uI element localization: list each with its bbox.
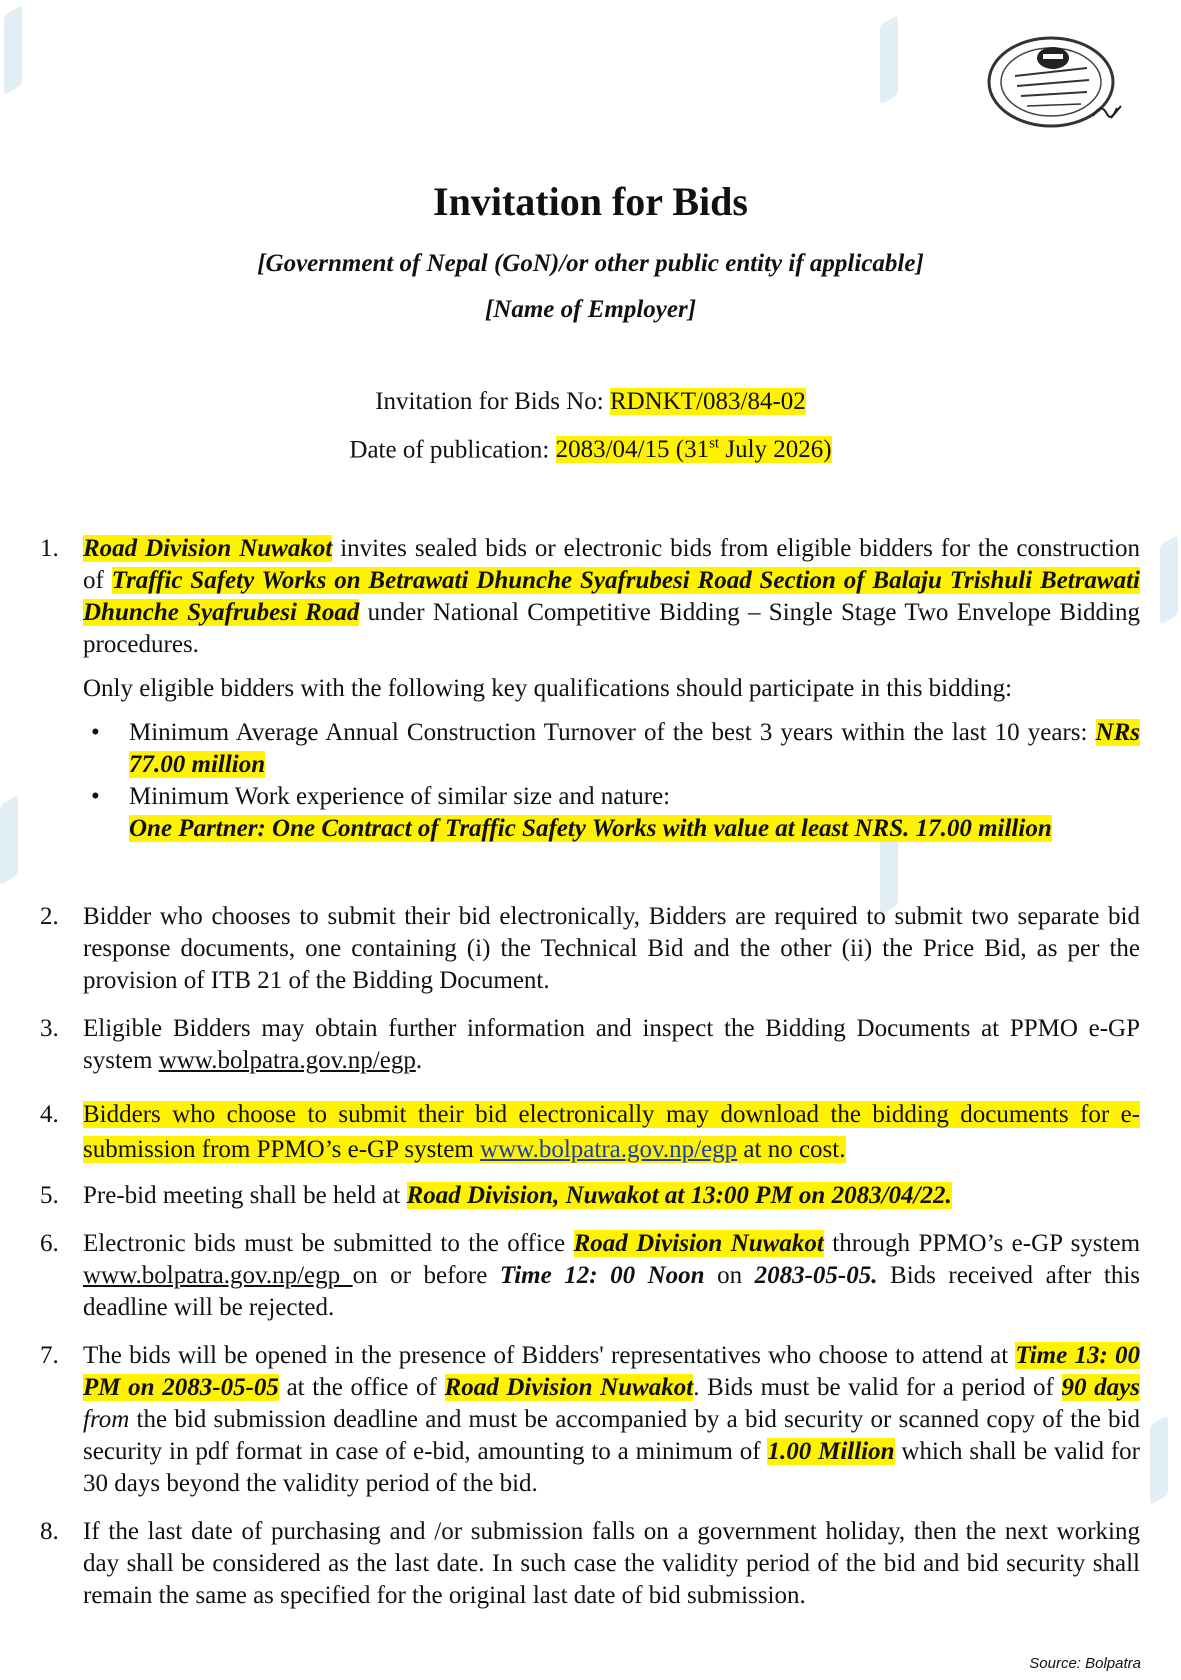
document-title: Invitation for Bids bbox=[433, 179, 748, 224]
item-7-text-a: The bids will be opened in the presence of Bidders' representatives who choose to attend at bbox=[83, 1342, 1016, 1369]
submission-time: Time 12: 00 Noon bbox=[499, 1262, 705, 1289]
bid-security-amount: 1.00 Million bbox=[767, 1438, 895, 1465]
edge-decoration bbox=[1150, 1415, 1168, 1505]
item-number: 1. bbox=[40, 535, 59, 562]
item-number: 2. bbox=[40, 903, 59, 930]
validity-days: 90 days bbox=[1061, 1374, 1141, 1401]
item-3-text-end: . bbox=[415, 1047, 423, 1074]
bullet: • bbox=[91, 719, 100, 746]
egp-link[interactable]: www.bolpatra.gov.np/egp bbox=[158, 1047, 416, 1074]
item-6-text-e: Bids received after this deadline will be rejected. bbox=[83, 1262, 1141, 1321]
item-number: 3. bbox=[40, 1015, 59, 1042]
item-7-text-d: the bid submission deadline and must be accompanied by a bid security or scanned copy of the bid security in pdf format in case of e-bid, amounting to a minimum of bbox=[83, 1406, 1140, 1465]
qualifications-intro: Only eligible bidders with the following key qualifications should participate in this bidding: bbox=[83, 675, 1013, 702]
item-number: 5. bbox=[40, 1182, 59, 1209]
edge-decoration bbox=[0, 795, 18, 885]
list-item-1 bbox=[40, 533, 1140, 845]
publication-date-line bbox=[0, 436, 1181, 464]
turnover-value: NRs 77.00 million bbox=[129, 719, 1140, 778]
item-6-text-b: through PPMO’s e-GP system bbox=[823, 1230, 1141, 1257]
office-seal-stamp bbox=[963, 30, 1133, 140]
item-number: 7. bbox=[40, 1342, 59, 1369]
edge-decoration bbox=[4, 5, 22, 95]
egp-link[interactable]: www.bolpatra.gov.np/egp bbox=[480, 1136, 738, 1163]
item-4-text bbox=[83, 1097, 1140, 1167]
subtitle-government: [Government of Nepal (GoN)/or other public entity if applicable] bbox=[257, 250, 924, 277]
publication-date-label: Date of publication: bbox=[349, 436, 556, 464]
item-7-from: from bbox=[83, 1406, 130, 1433]
item-2-text: Bidder who chooses to submit their bid electronically, Bidders are required to submit two separate bid response documents, one containing (i) the Technical Bid and the other (ii) the Price Bid, as per the provision of ITB 21 of the Bidding Document. bbox=[83, 903, 1140, 994]
item-7-text-c: . Bids must be valid for a period of bbox=[693, 1374, 1062, 1401]
prebid-meeting-details: Road Division, Nuwakot at 13:00 PM on 2083/04/22. bbox=[406, 1182, 952, 1209]
publication-date-end: July 2026) bbox=[719, 436, 832, 464]
list-item-4 bbox=[40, 1097, 1140, 1167]
bullet: • bbox=[91, 783, 100, 810]
publication-date-sup: st bbox=[709, 436, 720, 452]
item-number: 8. bbox=[40, 1518, 59, 1545]
publication-date-value bbox=[556, 436, 832, 463]
item-number: 6. bbox=[40, 1230, 59, 1257]
ifb-number-value: RDNKT/083/84-02 bbox=[609, 388, 806, 415]
list-item-6 bbox=[40, 1228, 1140, 1324]
item-6-text bbox=[83, 1228, 1140, 1324]
experience-text: Minimum Work experience of similar size and nature: bbox=[129, 783, 671, 810]
item-number: 4. bbox=[40, 1101, 59, 1128]
item-4-text-a: Bidders who choose to submit their bid electronically may download the bidding documents for e-submission from PPMO’s e-GP system bbox=[83, 1101, 1140, 1163]
item-3-text bbox=[83, 1013, 1140, 1077]
opening-time: Time 13: 00 PM on 2083-05-05 bbox=[83, 1342, 1141, 1401]
edge-decoration bbox=[1160, 535, 1178, 625]
list-item-8 bbox=[40, 1516, 1140, 1612]
edge-decoration bbox=[880, 15, 898, 105]
item-1-text-a: invites sealed bids or electronic bids from eligible bidders for the construction of bbox=[83, 535, 1140, 594]
item-7-text-b: at the office of bbox=[278, 1374, 445, 1401]
item-8-text: If the last date of purchasing and /or submission falls on a government holiday, then the next working day shall be considered as the last date. In such case the validity period of the bid and bid security shall remain the same as specified for the original last date of bid submission. bbox=[83, 1518, 1140, 1609]
qualification-turnover bbox=[83, 717, 1140, 781]
item-7-text-e: which shall be valid for 30 days beyond the validity period of the bid. bbox=[83, 1438, 1140, 1497]
ifb-number-label: Invitation for Bids No: bbox=[375, 388, 610, 415]
item-6-text-a: Electronic bids must be submitted to the office bbox=[83, 1230, 574, 1257]
item-5-text bbox=[83, 1180, 1140, 1212]
item-7-text bbox=[83, 1340, 1140, 1500]
item-4-highlight bbox=[83, 1101, 1140, 1163]
item-3-text-a: Eligible Bidders may obtain further information and inspect the Bidding Documents at PPMO e-GP system bbox=[83, 1015, 1140, 1074]
item-6-text-d: on bbox=[704, 1262, 755, 1289]
list-item-7 bbox=[40, 1340, 1140, 1500]
submission-office: Road Division Nuwakot bbox=[573, 1230, 824, 1257]
qualification-experience bbox=[83, 781, 1140, 845]
egp-link[interactable]: www.bolpatra.gov.np/egp bbox=[83, 1262, 353, 1289]
item-4-text-end: at no cost. bbox=[737, 1136, 846, 1163]
publication-date-main: 2083/04/15 (31 bbox=[555, 436, 710, 464]
item-5-text-a: Pre-bid meeting shall be held at bbox=[83, 1182, 407, 1209]
list-item-2 bbox=[40, 901, 1140, 997]
item-1-text-b: under National Competitive Bidding – Single Stage Two Envelope Bidding procedures. bbox=[83, 599, 1140, 658]
ifb-number-line bbox=[0, 388, 1181, 416]
list-item-5 bbox=[40, 1180, 1140, 1212]
item-1-text bbox=[83, 533, 1140, 661]
source-credit: Source: Bolpatra bbox=[1029, 1655, 1141, 1672]
turnover-text: Minimum Average Annual Construction Turnover of the best 3 years within the last 10 years: bbox=[129, 719, 1096, 746]
works-title: Traffic Safety Works on Betrawati Dhunche Syafrubesi Road Section of Balaju Trishuli Betrawati Dhunche Syafrubesi Road bbox=[83, 567, 1140, 626]
employer-name: Road Division Nuwakot bbox=[83, 535, 333, 562]
experience-value: One Partner: One Contract of Traffic Safety Works with value at least NRS. 17.00 million bbox=[129, 815, 1052, 842]
list-item-3 bbox=[40, 1013, 1140, 1077]
subtitle-employer: [Name of Employer] bbox=[484, 296, 697, 323]
opening-office: Road Division Nuwakot bbox=[444, 1374, 694, 1401]
submission-date: 2083-05-05. bbox=[754, 1262, 878, 1289]
item-6-text-c: on or before bbox=[352, 1262, 500, 1289]
